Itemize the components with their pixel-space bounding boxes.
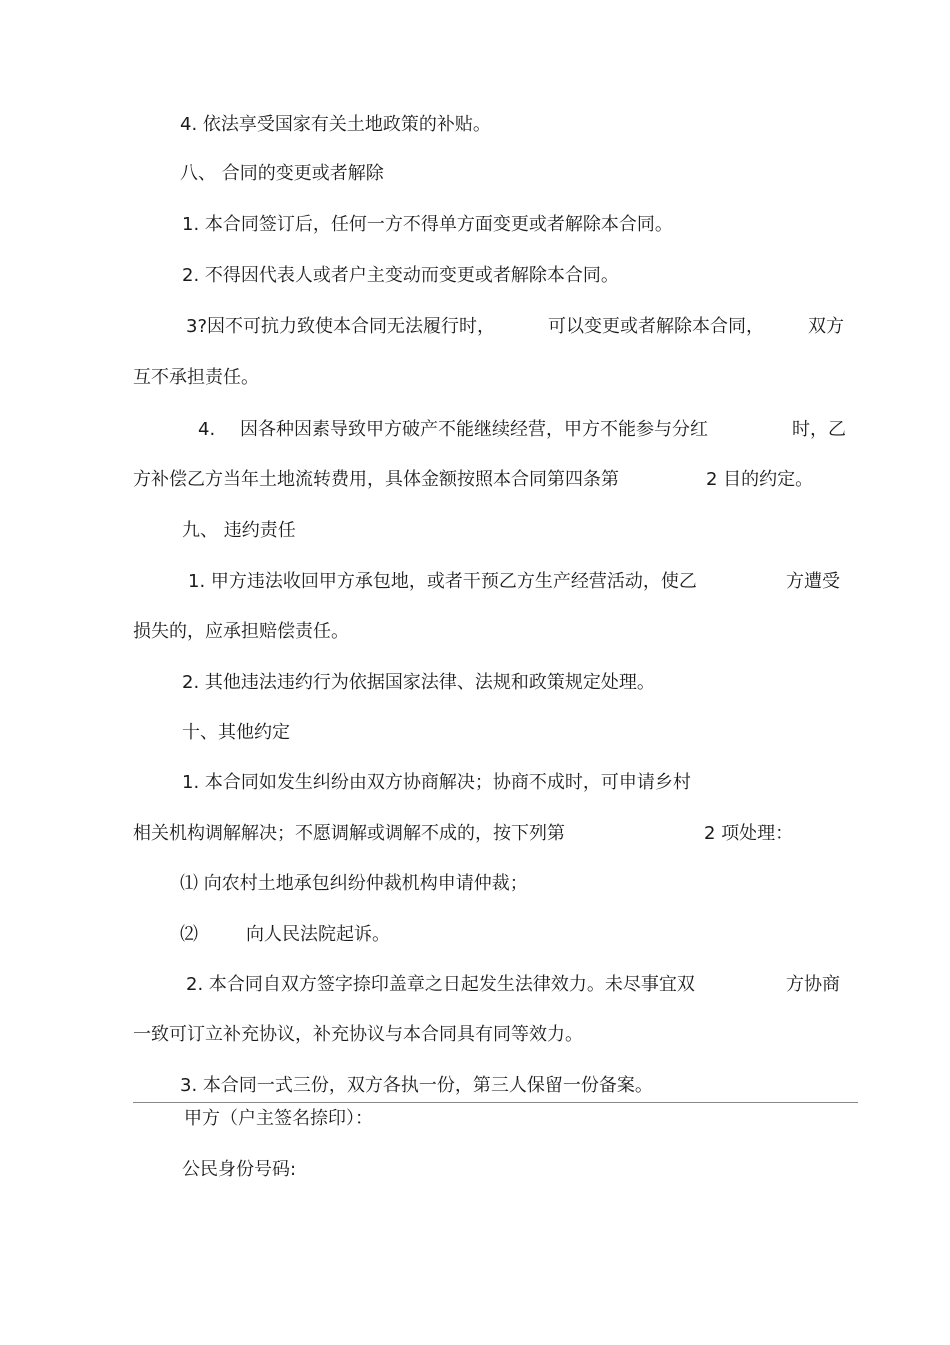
clause-10-1-continued-a: 相关机构调解解决；不愿调解或调解不成的，按下列第: [133, 823, 565, 844]
clause-10-2-continued: 一致可订立补充协议，补充协议与本合同具有同等效力。: [133, 1024, 583, 1045]
clause-8-4-continued-a: 方补偿乙方当年土地流转费用，具体金额按照本合同第四条第: [133, 469, 619, 490]
clause-10-1: 1. 本合同如发生纠纷由双方协商解决；协商不成时，可申请乡村: [182, 772, 691, 793]
section-8-heading: 八、 合同的变更或者解除: [180, 163, 384, 184]
clause-8-3-part-a: 3?因不可抗力致使本合同无法履行时，: [186, 316, 496, 337]
clause-8-4-part-c: 时，乙: [792, 419, 846, 440]
clause-9-1-continued: 损失的，应承担赔偿责任。: [133, 621, 349, 642]
section-10-heading: 十、其他约定: [182, 722, 290, 743]
clause-10-2-part-a: 2. 本合同自双方签字捺印盖章之日起发生法律效力。未尽事宜双: [186, 974, 695, 995]
separator-line: [133, 1102, 858, 1103]
clause-10-1-continued-b: 2 项处理：: [704, 823, 794, 844]
clause-9-2: 2. 其他违法违约行为依据国家法律、法规和政策规定处理。: [182, 672, 655, 693]
option-2-text: 向人民法院起诉。: [246, 924, 390, 945]
option-2-number: ⑵: [180, 924, 198, 945]
clause-8-3-continued: 互不承担责任。: [133, 367, 259, 388]
clause-8-4-number: 4.: [198, 419, 216, 440]
clause-8-4-part-b: 因各种因素导致甲方破产不能继续经营，甲方不能参与分红: [240, 419, 708, 440]
clause-8-3-part-c: 双方: [808, 316, 844, 337]
clause-4-subsidy: 4. 依法享受国家有关土地政策的补贴。: [180, 114, 491, 135]
citizen-id-label: 公民身份号码:: [182, 1159, 297, 1180]
section-9-heading: 九、 违约责任: [182, 520, 296, 541]
clause-9-1-part-a: 1. 甲方违法收回甲方承包地，或者干预乙方生产经营活动，使乙: [188, 571, 697, 592]
option-1: ⑴ 向农村土地承包纠纷仲裁机构申请仲裁；: [180, 873, 528, 894]
clause-10-3: 3. 本合同一式三份，双方各执一份，第三人保留一份备案。: [180, 1075, 653, 1096]
clause-10-2-part-b: 方协商: [786, 974, 840, 995]
clause-8-1: 1. 本合同签订后，任何一方不得单方面变更或者解除本合同。: [182, 214, 673, 235]
clause-8-2: 2. 不得因代表人或者户主变动而变更或者解除本合同。: [182, 265, 619, 286]
clause-9-1-part-b: 方遭受: [786, 571, 840, 592]
clause-8-4-continued-b: 2 目的约定。: [706, 469, 814, 490]
clause-8-3-part-b: 可以变更或者解除本合同，: [548, 316, 764, 337]
party-a-signature-label: 甲方（户主签名捺印）：: [184, 1108, 373, 1129]
